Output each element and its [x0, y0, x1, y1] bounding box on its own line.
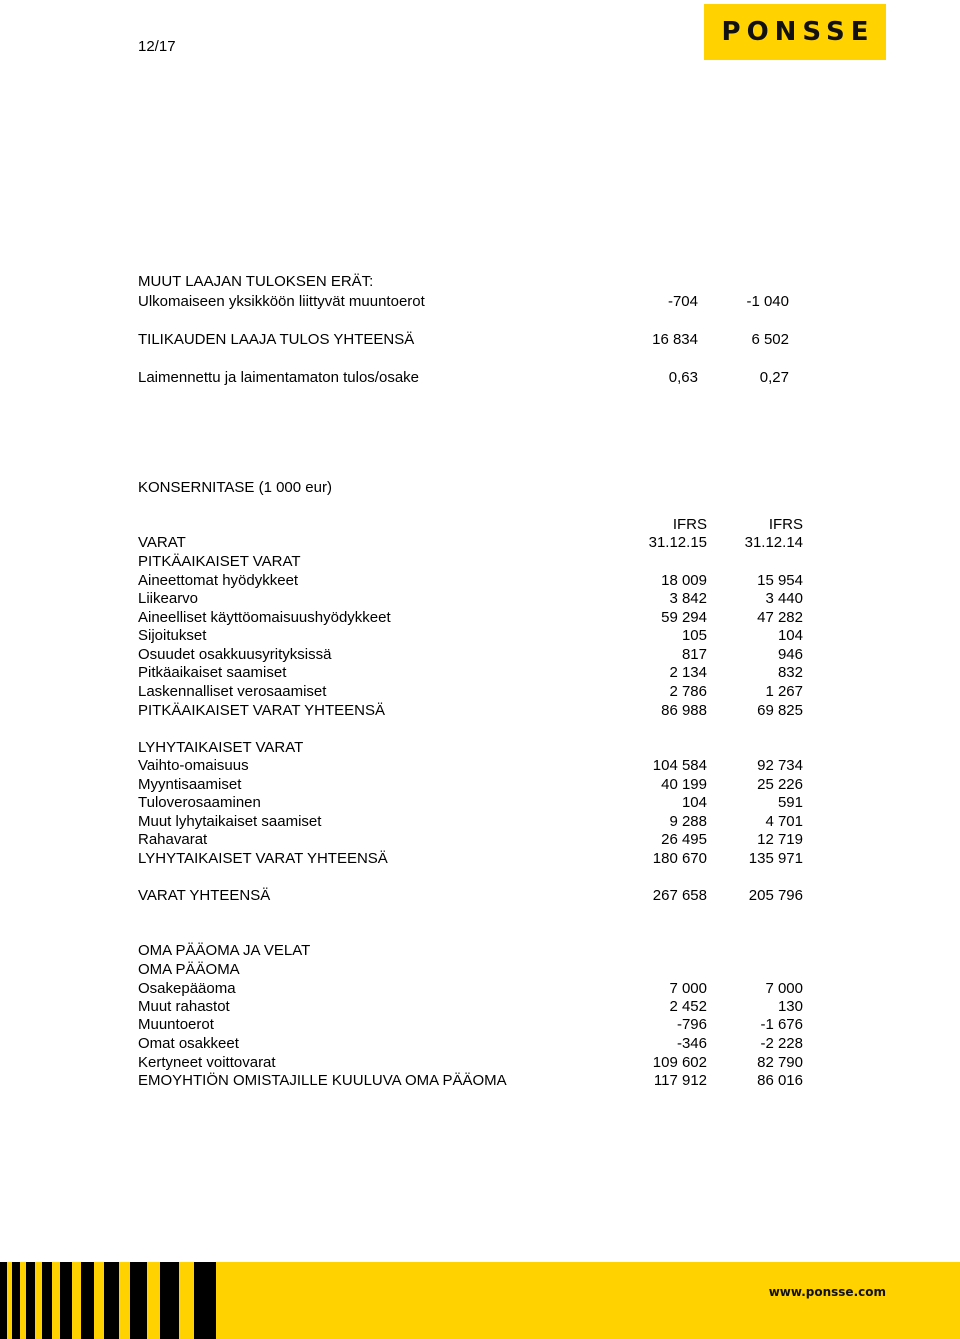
- value-2014: 15 954: [757, 572, 803, 589]
- value-2014: 6 502: [751, 331, 789, 348]
- value-2014: 82 790: [757, 1054, 803, 1071]
- table-row: [138, 1054, 804, 1072]
- value-2015: 104 584: [652, 757, 707, 774]
- value-2015: 267 658: [652, 887, 707, 904]
- value-2015: 9 288: [669, 813, 707, 830]
- table-row: [138, 702, 804, 720]
- value-2015: 109 602: [652, 1054, 707, 1071]
- table-row: [138, 757, 804, 775]
- table-row: [138, 831, 804, 849]
- value-2014: 946: [777, 646, 803, 663]
- table-row: [138, 664, 804, 682]
- page-number: 12/17: [138, 38, 176, 55]
- value-2014: 591: [777, 794, 803, 811]
- table-row: [138, 683, 804, 701]
- value-2015: 16 834: [652, 331, 698, 348]
- table-row: [138, 627, 804, 645]
- value-2014: 135 971: [748, 850, 803, 867]
- column-standard-2014: IFRS: [768, 516, 803, 533]
- comprehensive-heading: MUUT LAAJAN TULOKSEN ERÄT:: [138, 273, 374, 290]
- row-label: Osuudet osakkuusyrityksissä: [138, 646, 332, 663]
- row-label: Ulkomaiseen yksikköön liittyvät muuntoerot: [138, 293, 425, 310]
- value-2015: 59 294: [661, 609, 707, 626]
- logo-text: PONSSE: [721, 17, 875, 47]
- value-2015: 2 452: [669, 998, 707, 1015]
- row-label: Liikearvo: [138, 590, 199, 607]
- ponsse-logo: [704, 4, 886, 60]
- row-label: Laskennalliset verosaamiset: [138, 683, 327, 700]
- value-2015: -704: [667, 293, 698, 310]
- value-2014: 92 734: [757, 757, 803, 774]
- value-2014: 130: [777, 998, 803, 1015]
- equity-liabilities-heading: OMA PÄÄOMA JA VELAT: [138, 942, 311, 959]
- row-label: PITKÄAIKAISET VARAT YHTEENSÄ: [138, 702, 386, 719]
- table-row: [138, 1016, 804, 1034]
- value-2014: 832: [777, 664, 803, 681]
- footer-bar: [0, 1262, 960, 1339]
- assets-label: VARAT: [138, 534, 186, 551]
- balance-sheet-title: KONSERNITASE (1 000 eur): [138, 479, 332, 496]
- table-row: [138, 794, 804, 812]
- column-date-2014: 31.12.14: [744, 534, 803, 551]
- value-2014: -2 228: [760, 1035, 803, 1052]
- row-label: Osakepääoma: [138, 980, 236, 997]
- column-standard-2015: IFRS: [672, 516, 707, 533]
- value-2014: 12 719: [757, 831, 803, 848]
- table-row: [138, 813, 804, 831]
- table-row: [138, 293, 804, 311]
- row-label: Laimennettu ja laimentamaton tulos/osake: [138, 369, 420, 386]
- table-row: [138, 980, 804, 998]
- value-2015: 817: [681, 646, 707, 663]
- value-2015: 2 134: [669, 664, 707, 681]
- value-2014: -1 676: [760, 1016, 803, 1033]
- column-date-2015: 31.12.15: [648, 534, 707, 551]
- table-row: [138, 646, 804, 664]
- value-2014: 25 226: [757, 776, 803, 793]
- value-2014: 69 825: [757, 702, 803, 719]
- noncurrent-assets-heading: PITKÄAIKAISET VARAT: [138, 553, 301, 570]
- value-2015: 18 009: [661, 572, 707, 589]
- row-label: Aineelliset käyttöomaisuushyödykkeet: [138, 609, 391, 626]
- row-label: Muut lyhytaikaiset saamiset: [138, 813, 322, 830]
- current-assets-heading: LYHYTAIKAISET VARAT: [138, 739, 304, 756]
- value-2015: 7 000: [669, 980, 707, 997]
- row-label: VARAT YHTEENSÄ: [138, 887, 271, 904]
- column-standard-row: [138, 516, 804, 534]
- table-row: [138, 609, 804, 627]
- value-2015: 105: [681, 627, 707, 644]
- value-2015: 40 199: [661, 776, 707, 793]
- table-row: [138, 590, 804, 608]
- table-row: [138, 776, 804, 794]
- equity-subheading: OMA PÄÄOMA: [138, 961, 240, 978]
- value-2015: 86 988: [661, 702, 707, 719]
- row-label: TILIKAUDEN LAAJA TULOS YHTEENSÄ: [138, 331, 415, 348]
- table-row: [138, 331, 804, 349]
- row-label: Pitkäaikaiset saamiset: [138, 664, 287, 681]
- row-label: LYHYTAIKAISET VARAT YHTEENSÄ: [138, 850, 388, 867]
- row-label: Kertyneet voittovarat: [138, 1054, 276, 1071]
- value-2014: 0,27: [759, 369, 789, 386]
- value-2014: 3 440: [765, 590, 803, 607]
- row-label: Sijoitukset: [138, 627, 207, 644]
- row-label: Rahavarat: [138, 831, 208, 848]
- row-label: Myyntisaamiset: [138, 776, 242, 793]
- footer-stripes: [0, 1262, 250, 1339]
- value-2015: 3 842: [669, 590, 707, 607]
- value-2015: 2 786: [669, 683, 707, 700]
- row-label: Tuloverosaaminen: [138, 794, 261, 811]
- table-row: [138, 1035, 804, 1053]
- value-2014: 1 267: [765, 683, 803, 700]
- row-label: Muut rahastot: [138, 998, 230, 1015]
- row-label: Muuntoerot: [138, 1016, 214, 1033]
- row-label: EMOYHTIÖN OMISTAJILLE KUULUVA OMA PÄÄOMA: [138, 1072, 507, 1089]
- value-2015: -346: [676, 1035, 707, 1052]
- value-2014: 4 701: [765, 813, 803, 830]
- value-2014: 104: [777, 627, 803, 644]
- value-2015: 104: [681, 794, 707, 811]
- column-header-row: [138, 534, 804, 552]
- row-label: Aineettomat hyödykkeet: [138, 572, 299, 589]
- table-row: [138, 369, 804, 387]
- value-2014: -1 040: [746, 293, 789, 310]
- value-2015: -796: [676, 1016, 707, 1033]
- row-label: Omat osakkeet: [138, 1035, 239, 1052]
- value-2014: 205 796: [748, 887, 803, 904]
- footer-url[interactable]: www.ponsse.com: [768, 1285, 886, 1299]
- value-2014: 86 016: [757, 1072, 803, 1089]
- row-label: Vaihto-omaisuus: [138, 757, 249, 774]
- table-row: [138, 850, 804, 868]
- value-2015: 0,63: [668, 369, 698, 386]
- table-row: [138, 1072, 804, 1090]
- value-2014: 47 282: [757, 609, 803, 626]
- table-row: [138, 998, 804, 1016]
- value-2015: 117 912: [653, 1072, 707, 1089]
- total-assets-row: [138, 887, 804, 905]
- value-2014: 7 000: [765, 980, 803, 997]
- table-row: [138, 572, 804, 590]
- value-2015: 180 670: [652, 850, 707, 867]
- value-2015: 26 495: [661, 831, 707, 848]
